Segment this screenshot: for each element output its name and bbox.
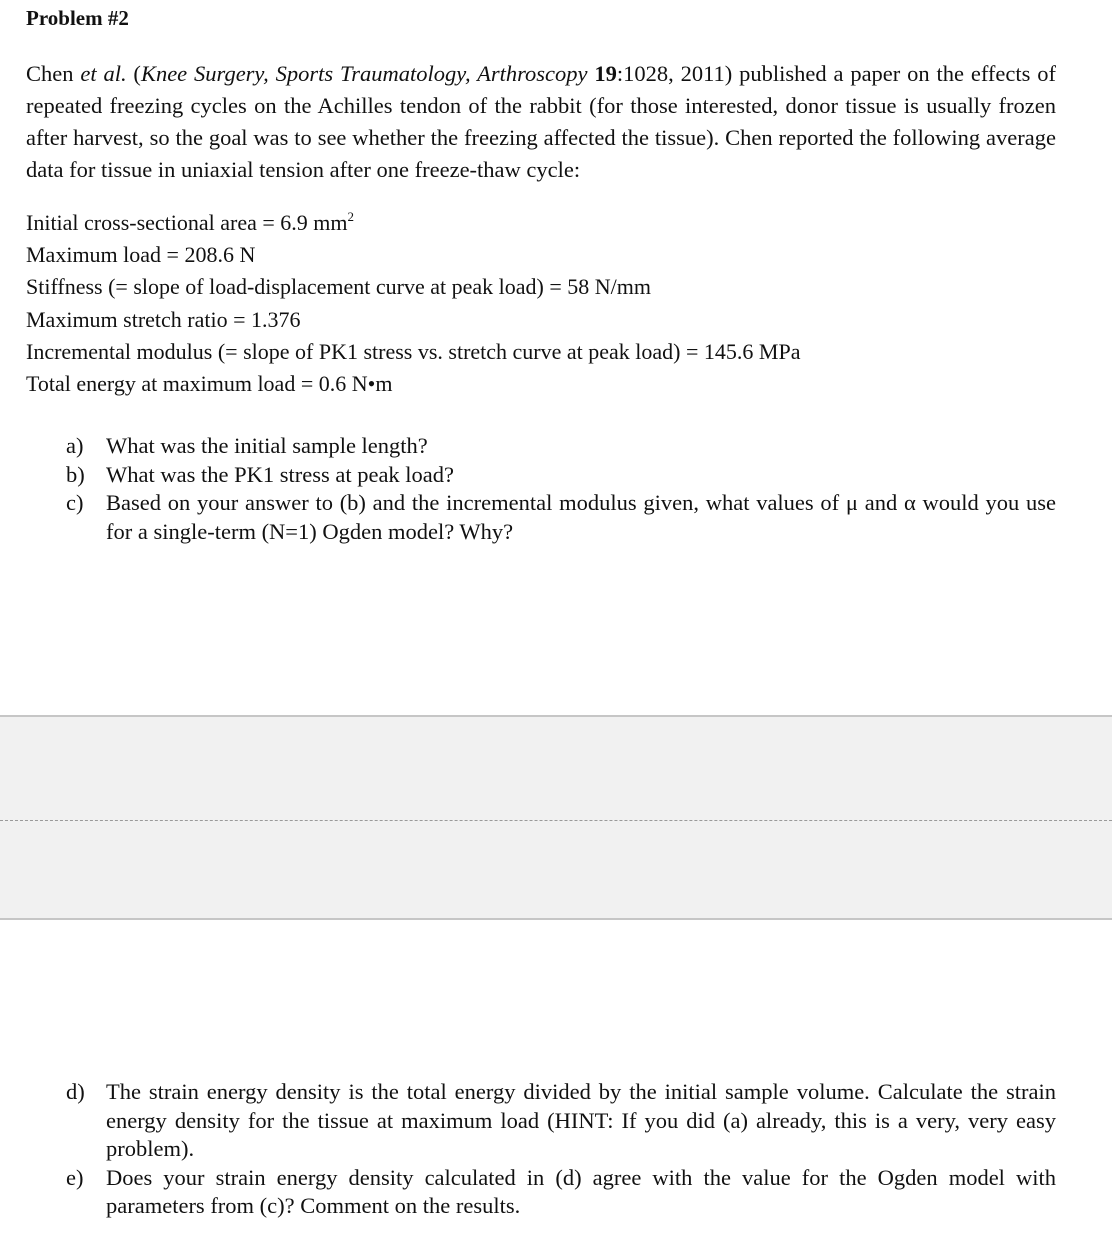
question-e bbox=[66, 1164, 1056, 1221]
page-break-band-bottom bbox=[0, 822, 1112, 920]
question-label: b) bbox=[66, 461, 85, 487]
question-text: Based on your answer to (b) and the incremental modulus given, what values of μ and α would you use for a single-term (N=1) Ogden model? Why? bbox=[106, 490, 1056, 544]
question-a bbox=[66, 432, 1056, 461]
question-d bbox=[66, 1078, 1056, 1164]
question-label: e) bbox=[66, 1164, 84, 1190]
question-text: What was the initial sample length? bbox=[106, 433, 428, 458]
intro-text: Chen bbox=[26, 61, 81, 86]
journal-name: Knee Surgery, Sports Traumatology, Arthroscopy bbox=[140, 61, 588, 86]
question-label: c) bbox=[66, 490, 84, 515]
et-al: et al. bbox=[80, 61, 127, 86]
given-total-energy: Total energy at maximum load = 0.6 N•m bbox=[26, 371, 393, 397]
question-label: a) bbox=[66, 433, 84, 458]
journal-volume: 19 bbox=[594, 61, 617, 86]
question-text: The strain energy density is the total energy divided by the initial sample volume. Calculate the strain energy density for the tissue at maximum load (HINT: If you did (a) already, this is a very, very easy problem). bbox=[106, 1079, 1056, 1161]
given-area bbox=[26, 207, 800, 239]
question-label: d) bbox=[66, 1079, 85, 1104]
given-stretch-ratio: Maximum stretch ratio = 1.376 bbox=[26, 306, 301, 332]
question-list-abc bbox=[66, 432, 1056, 546]
question-list-de bbox=[66, 1078, 1056, 1221]
question-text: Does your strain energy density calculated in (d) agree with the value for the Ogden model with parameters from (c)? Comment on the results. bbox=[106, 1164, 1056, 1218]
given-area-text: Initial cross-sectional area = 6.9 mm bbox=[26, 210, 348, 235]
given-data-list bbox=[26, 207, 800, 400]
intro-text: ( bbox=[126, 61, 141, 86]
question-b bbox=[66, 461, 1056, 490]
problem-title: Problem #2 bbox=[26, 6, 129, 30]
area-exponent: 2 bbox=[347, 208, 355, 224]
given-max-load: Maximum load = 208.6 N bbox=[26, 242, 256, 268]
given-incremental-modulus: Incremental modulus (= slope of PK1 stress vs. stretch curve at peak load) = 145.6 MPa bbox=[26, 338, 801, 364]
page-break-band-top bbox=[0, 715, 1112, 822]
intro-paragraph bbox=[26, 58, 1056, 186]
page-break-dashed-line bbox=[0, 820, 1112, 821]
given-stiffness: Stiffness (= slope of load-displacement curve at peak load) = 58 N/mm bbox=[26, 274, 651, 300]
intro-text: :1028, 2011) published a paper on the effects of repeated freezing cycles on the Achilles tendon of the rabbit (for those interested, donor tissue is usually frozen after harvest, so the goal was to see whether the freezing affected the tissue). Chen reported the following average data for tissue in uniaxial tension after one freeze-thaw cycle: bbox=[26, 61, 1056, 182]
question-c bbox=[66, 489, 1056, 546]
question-text: What was the PK1 stress at peak load? bbox=[106, 461, 455, 487]
